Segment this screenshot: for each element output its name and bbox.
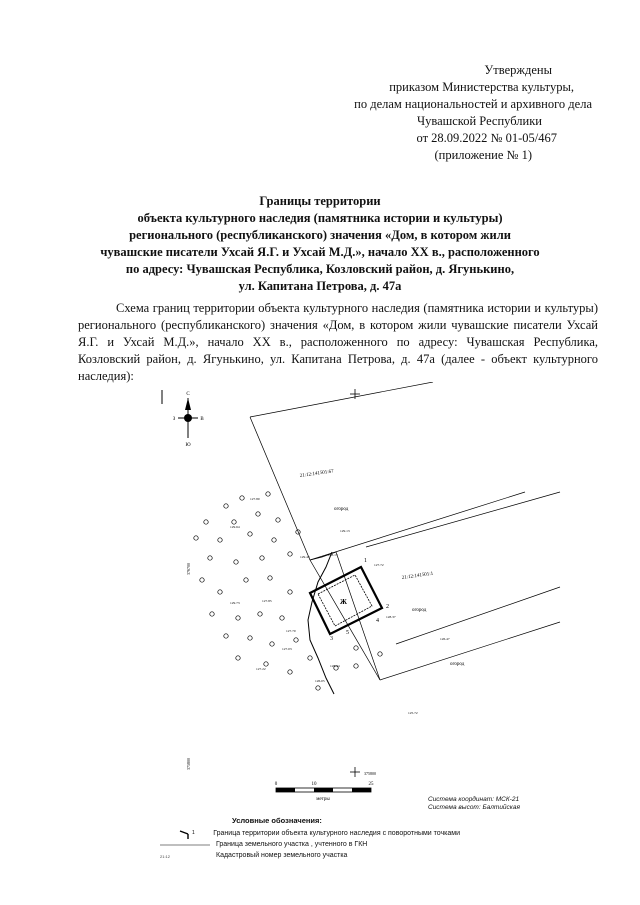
parcel-main-label: 21:12:141501:1	[401, 571, 434, 581]
point-4: 4	[376, 618, 379, 624]
svg-text:125.72: 125.72	[408, 711, 418, 715]
legend-item-cadastral-number	[160, 850, 460, 861]
svg-text:127.72: 127.72	[374, 563, 384, 567]
approval-line-1: Утверждены	[484, 63, 552, 77]
coord-label-3: 375800	[364, 771, 376, 776]
road-path	[308, 552, 334, 694]
title-line-4: чувашские писатели Ухсай Я.Г. и Ухсай М.Д.», начало XX в., расположенного	[100, 245, 540, 259]
coordinate-system-note	[428, 796, 520, 812]
compass-w: З	[172, 417, 176, 422]
svg-text:127.85: 127.85	[262, 599, 272, 603]
approval-line-6: (приложение № 1)	[434, 148, 532, 162]
title-line-2: объекта культурного наследия (памятника истории и культуры)	[137, 211, 503, 225]
title-line-6: ул. Капитана Петрова, д. 47а	[238, 279, 402, 293]
title-line-5: по адресу: Чувашская Республика, Козловский район, д. Ягунькино,	[125, 262, 515, 276]
svg-text:126.05: 126.05	[315, 679, 325, 683]
legend-item-parcel-boundary	[160, 839, 460, 850]
scale-tick-10: 10	[311, 782, 317, 787]
house-label: Ж	[340, 598, 347, 606]
coord-system: Система координат: МСК-21	[428, 796, 520, 803]
svg-text:129.73: 129.73	[230, 601, 240, 605]
heritage-boundary-symbol-icon	[160, 828, 207, 839]
legend-item-heritage-boundary	[160, 828, 460, 839]
point-3: 3	[330, 636, 333, 642]
title-line-1: Границы территории	[259, 194, 381, 208]
parcel-boundary-symbol-icon	[160, 839, 210, 850]
garden-label-1: огород	[334, 507, 349, 512]
elevation-labels	[230, 497, 450, 715]
approval-line-4: Чувашской Республики	[416, 114, 542, 128]
point-2: 2	[386, 604, 389, 610]
svg-text:127.70: 127.70	[286, 629, 296, 633]
svg-text:128.37: 128.37	[386, 615, 396, 619]
compass-s: Ю	[185, 443, 191, 448]
legend-item-2-label: Граница земельного участка , учтенного в ГКН	[216, 841, 368, 848]
svg-text:127.03: 127.03	[282, 647, 292, 651]
map-legend	[160, 816, 460, 861]
point-5: 5	[346, 630, 349, 636]
parcel-boundaries	[250, 382, 560, 680]
height-system: Система высот: Балтийская	[428, 804, 520, 811]
grid-cross-2	[350, 767, 360, 777]
coord-label-1: 376700	[186, 563, 191, 575]
svg-text:129.13: 129.13	[340, 529, 350, 533]
document-title	[40, 193, 600, 295]
scale-bar	[275, 782, 374, 802]
scale-tick-0: 0	[274, 782, 278, 787]
svg-text:127.22: 127.22	[256, 667, 266, 671]
coord-label-2: 375800	[186, 758, 191, 770]
svg-text:128.34: 128.34	[330, 664, 340, 668]
parcel-north-label: 21:12:141501:67	[299, 469, 335, 479]
svg-text:129.64: 129.64	[230, 525, 240, 529]
tree-symbols	[194, 492, 382, 690]
approval-line-2: приказом Министерства культуры,	[389, 80, 574, 94]
boundary-map	[150, 382, 570, 822]
legend-item-3-label: Кадастровый номер земельного участка	[216, 852, 348, 859]
compass-icon	[173, 392, 205, 448]
svg-text:21:12: 21:12	[160, 854, 171, 859]
svg-text:1: 1	[192, 830, 195, 836]
legend-title: Условные обозначения:	[232, 816, 322, 825]
intro-text: Схема границ территории объекта культурного наследия (памятника истории и культуры) регионального (республиканского) значения «Дом, в котором жили чувашские писатели Ухсай Я.Г. и Ухсай М.Д.», начало XX в., расположенного по адресу: Чувашская Республика, Козловский район, д. Ягунькино, ул. Капитана Петрова, д. 47а (далее - объект культурного наследия):	[78, 301, 598, 383]
point-1: 1	[364, 558, 367, 564]
scale-unit: метры	[316, 797, 330, 802]
svg-text:128.17: 128.17	[328, 553, 338, 557]
compass-e: В	[200, 417, 204, 422]
svg-text:127.80: 127.80	[250, 497, 260, 501]
scale-tick-25: 25	[368, 782, 374, 787]
garden-label-3: огород	[450, 662, 465, 667]
svg-text:129.43: 129.43	[300, 555, 310, 559]
compass-n: С	[186, 392, 190, 397]
svg-text:126.47: 126.47	[440, 637, 450, 641]
approval-block	[292, 62, 592, 164]
intro-paragraph	[78, 300, 598, 385]
approval-line-5: от 28.09.2022 № 01-05/467	[416, 131, 557, 145]
approval-line-3: по делам национальностей и архивного дела	[354, 97, 592, 111]
cadastral-number-symbol-icon	[160, 850, 210, 861]
legend-item-1-label: Граница территории объекта культурного наследия с поворотными точками	[213, 830, 460, 837]
garden-label-2: огород	[412, 608, 427, 613]
title-line-3: регионального (республиканского) значения «Дом, в котором жили	[129, 228, 511, 242]
